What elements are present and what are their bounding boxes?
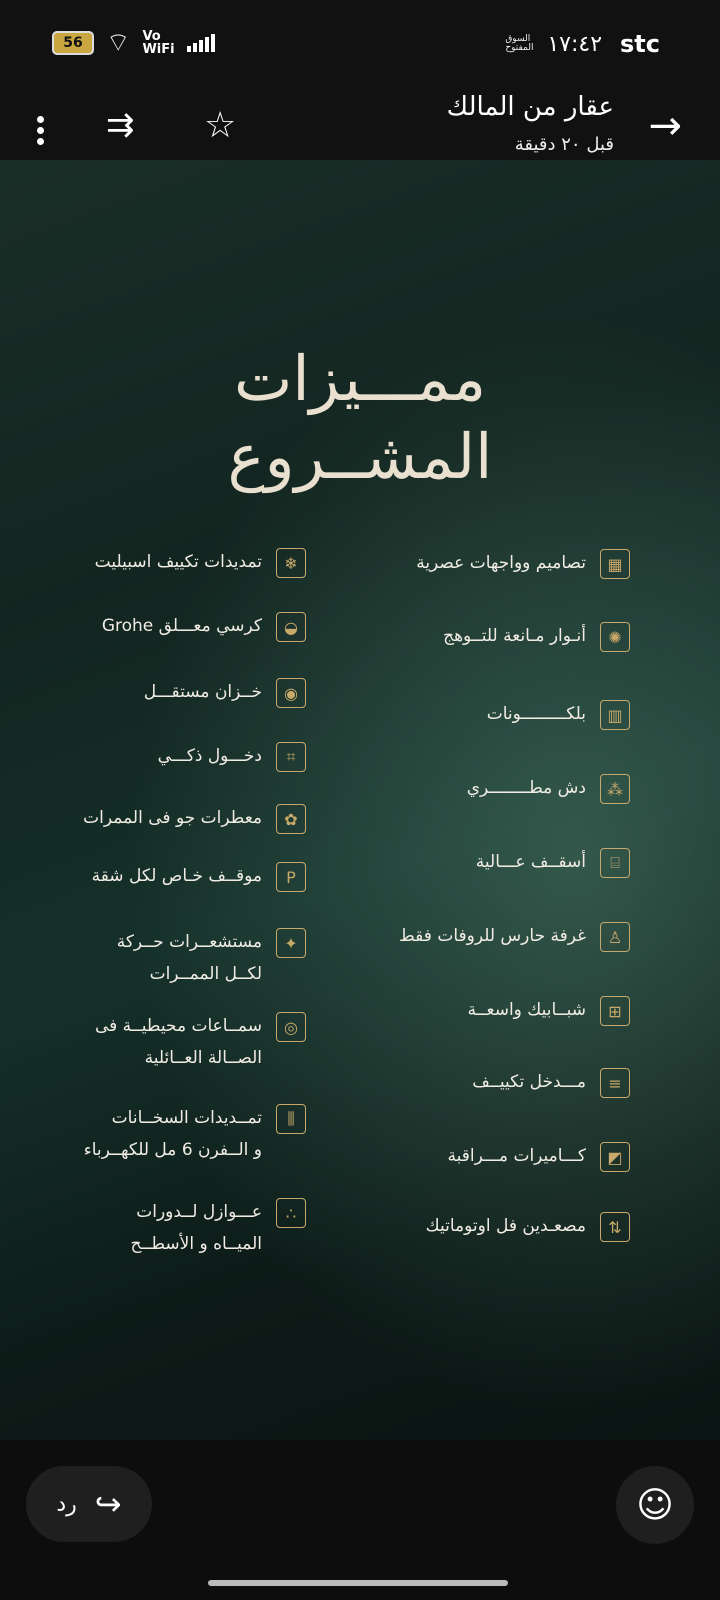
feature-item [399, 920, 630, 952]
signal-icon [187, 34, 215, 52]
feature-text: عـــوازل لــدورات الميــاه و الأسطــح [130, 1202, 262, 1254]
feature-text: بلكـــــــــونات [486, 704, 586, 724]
status-left [52, 30, 215, 56]
air-freshener-icon: ✿ [276, 804, 306, 834]
feature-text: خــزان مستقـــل [143, 682, 262, 702]
feature-item [467, 994, 630, 1026]
bottom-bar [0, 1440, 720, 1600]
building-facade-icon: ▦ [600, 549, 630, 579]
feature-item [144, 676, 306, 708]
feature-item [158, 740, 306, 772]
feature-text: أسقــف عـــالية [475, 852, 586, 872]
water-tank-icon: ◉ [276, 678, 306, 708]
app-logo-icon: السوق المفتوح [505, 34, 534, 53]
carrier: stc [620, 30, 660, 58]
feature-text: مـــدخل تكييــف [472, 1072, 586, 1092]
camera-icon: ◩ [600, 1142, 630, 1172]
feature-item [102, 610, 306, 642]
parking-icon: P [276, 862, 306, 892]
guard-icon: ♙ [600, 922, 630, 952]
reply-label: رد [56, 1491, 77, 1517]
wifi-icon: ⌔ [106, 28, 131, 58]
more-options-icon[interactable] [30, 112, 50, 152]
feature-item [95, 1010, 306, 1074]
feature-text: معطرات جو فى الممرات [83, 808, 262, 828]
window-icon: ⊞ [600, 996, 630, 1026]
battery-icon [52, 31, 94, 55]
feature-text: كرسي معـــلق Grohe [101, 616, 262, 636]
feature-text: مصعـدين فل اوتوماتيك [425, 1216, 586, 1236]
status-right [505, 30, 660, 58]
feature-item [131, 1196, 306, 1260]
status-bar [0, 0, 720, 86]
add-reaction-icon[interactable]: ☺ [616, 1466, 694, 1544]
elevator-icon: ⇅ [600, 1212, 630, 1242]
star-icon[interactable]: ☆ [204, 105, 237, 146]
heater-icon: ⫼ [276, 1104, 306, 1134]
page-title: عقار من المالك [446, 92, 614, 122]
feature-text: سمــاعات محيطيــة فى الصــالة العــائلية [94, 1016, 262, 1068]
back-arrow-icon[interactable]: → [648, 103, 682, 149]
app-bar [0, 86, 720, 160]
feature-item [84, 1102, 306, 1166]
feature-text: دش مطــــــــري [466, 778, 586, 798]
ceiling-icon: ⌸ [600, 848, 630, 878]
feature-item [476, 846, 630, 878]
feature-item [448, 1140, 630, 1172]
feature-item [95, 546, 306, 578]
feature-text: غرفة حارس للروفات فقط [399, 926, 586, 946]
feature-item [83, 802, 306, 834]
battery-level: 56 [63, 35, 83, 51]
vowifi-bottom: WiFi [142, 42, 175, 57]
timestamp: قبل ٢٠ دقيقة [514, 134, 614, 155]
post-title-line1: ممـــيزات [233, 342, 487, 415]
motion-sensor-icon: ✦ [276, 928, 306, 958]
feature-text: تمديدات تكييف اسبيليت [94, 552, 262, 572]
vowifi-label [142, 30, 174, 56]
feature-text: تمــديدات السخــانات و الــفرن 6 مل للكهــرباء [83, 1108, 262, 1160]
split-ac-icon: ❄ [276, 548, 306, 578]
feature-text: دخـــول ذكـــي [157, 746, 262, 766]
feature-text: أنـوار مـانعة للتــوهج [443, 626, 586, 646]
feature-item [487, 698, 630, 730]
feature-text: شبــابيك واسعــة [467, 1000, 586, 1020]
ac-unit-icon: ≡ [600, 1068, 630, 1098]
feature-item [117, 926, 306, 990]
feature-text: تصاميم وواجهات عصرية [416, 553, 586, 573]
chat-header[interactable] [447, 92, 614, 155]
reply-arrow-icon: ↪ [94, 1485, 122, 1523]
feature-text: كـــاميرات مـــراقبة [447, 1146, 586, 1166]
feature-item [92, 860, 306, 892]
home-indicator[interactable] [208, 1580, 508, 1586]
speaker-icon: ◎ [276, 1012, 306, 1042]
balcony-icon: ▥ [600, 700, 630, 730]
feature-text: موقــف خـاص لكل شقة [91, 866, 262, 886]
post-title [0, 340, 720, 496]
reply-button[interactable] [26, 1466, 152, 1542]
feature-item [416, 547, 630, 579]
feature-item [443, 620, 630, 652]
toilet-icon: ◒ [276, 612, 306, 642]
vowifi-top: Vo [142, 29, 161, 44]
rain-shower-icon: ⁂ [600, 774, 630, 804]
clock: ١٧:٤٢ [547, 31, 603, 57]
post-title-line2: المشــروع [227, 420, 493, 493]
feature-item [467, 772, 630, 804]
forward-icon[interactable]: ⇉ [106, 105, 135, 145]
smart-lock-icon: ⌗ [276, 742, 306, 772]
lightbulb-icon: ✺ [600, 622, 630, 652]
post-image[interactable] [0, 160, 720, 1440]
feature-item [472, 1066, 630, 1098]
feature-item [426, 1210, 630, 1242]
feature-text: مستشعــرات حــركة لكــل الممــرات [116, 932, 262, 984]
insulation-icon: ∴ [276, 1198, 306, 1228]
